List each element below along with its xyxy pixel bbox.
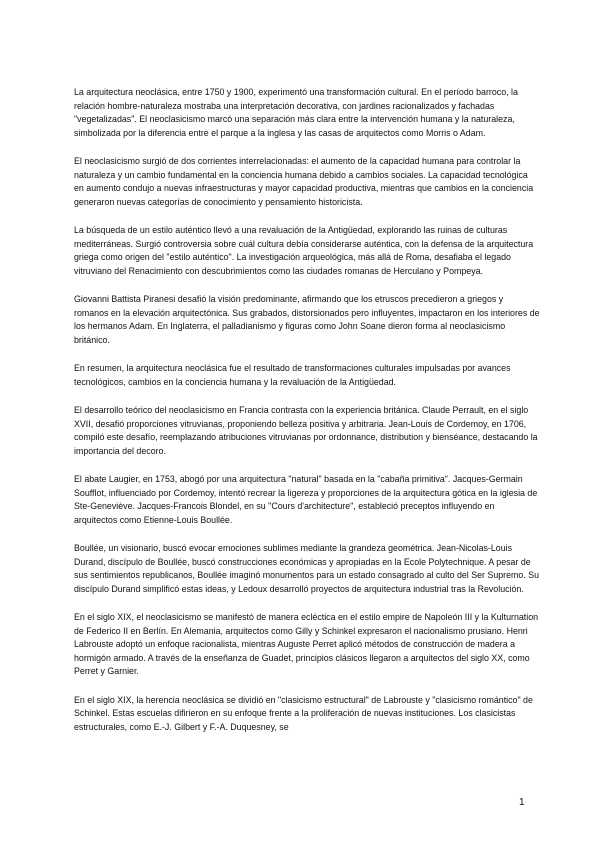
document-page <box>74 86 540 749</box>
paragraph-2: El neoclasicismo surgió de dos corrientes interrelacionadas: el aumento de la capacidad humana para controlar la naturaleza y un cambio fundamental en la conciencia humana debido a cambios sociales. La capacidad tecnológica en aumento condujo a nuevas infraestructuras y mayor capacidad productiva, mientras que cambios en la conciencia generaron nuevas categorías de conocimiento y pensamiento historicista. <box>74 156 534 207</box>
paragraph-5: En resumen, la arquitectura neoclásica fue el resultado de transformaciones culturales impulsadas por avances tecnológicos, cambios en la conciencia humana y la revaluación de la Antigüedad. <box>74 363 511 387</box>
paragraph-6: El desarrollo teórico del neoclasicismo en Francia contrasta con la experiencia británica. Claude Perrault, en el siglo XVII, desafió proporciones vitruvianas, proponiendo belleza positiva y arbitraria. Jean-Louis de Cordemoy, en 1706, compiló este desafío, reemplazando atribuciones vitruvianas por ordonnance, distribution y bienséance, destacando la importancia del decoro. <box>74 405 538 456</box>
paragraph-3: La búsqueda de un estilo auténtico llevó a una revaluación de la Antigüedad, explorando las ruinas de culturas mediterráneas. Surgió controversia sobre cuál cultura debía considerarse auténtica, con la defensa de la arquitectura griega como origen del "estilo auténtico". La investigación arqueológica, más allá de Roma, desafiaba el legado vitruviano del Renacimiento con descubrimientos como las ciudades romanas de Herculano y Pompeya. <box>74 225 534 276</box>
paragraph-8: Boullée, un visionario, buscó evocar emociones sublimes mediante la grandeza geométrica. Jean-Nicolas-Louis Durand, discípulo de Boullée, buscó construcciones económicas y apropiadas en la Ecole Polytechnique. A pesar de sus sentimientos republicanos, Boullée imaginó monumentos para un estado consagrado al culto del Ser Supremo. Su discípulo Durand simplificó estas ideas, y Ledoux desarrolló proyectos de arquitectura industrial tras la Revolución. <box>74 543 540 594</box>
page-number: 1 <box>519 797 525 808</box>
paragraph-4: Giovanni Battista Piranesi desafió la visión predominante, afirmando que los etruscos precedieron a griegos y romanos en la elevación arquitectónica. Sus grabados, distorsionados pero influyentes, impactaron en los interiores de los hermanos Adam. En Inglaterra, el palladianismo y figuras como John Soane dieron forma al neoclasicismo británico. <box>74 294 540 345</box>
paragraph-9: En el siglo XIX, el neoclasicismo se manifestó de manera ecléctica en el estilo empire de Napoleón III y la Kulturnation de Federico II en Berlín. En Alemania, arquitectos como Gilly y Schinkel expresaron el nacionalismo prusiano. Henri Labrouste adoptó un enfoque racionalista, mientras Auguste Perret aplicó métodos de construcción de madera a hormigón armado. A través de la enseñanza de Guadet, principios clásicos llegaron a arquitectos del siglo XX, como Perret y Garnier. <box>74 612 539 676</box>
paragraph-10: En el siglo XIX, la herencia neoclásica se dividió en "clasicismo estructural" de Labrouste y "clasicismo romántico" de Schinkel. Estas escuelas difirieron en su enfoque frente a la proliferación de nuevas instituciones. Los clasicistas estructurales, como E.-J. Gilbert y F.-A. Duquesney, se <box>74 694 533 732</box>
paragraph-7: El abate Laugier, en 1753, abogó por una arquitectura "natural" basada en la "cabaña primitiva". Jacques-Germain Soufflot, influenciado por Cordemoy, intentó recrear la ligereza y proporciones de la arquitectura gótica en la iglesia de Ste-Geneviève. Jacques-Francois Blondel, en su "Cours d'architecture", estableció preceptos influyendo en arquitectos como Etienne-Louis Boullée. <box>74 474 538 525</box>
paragraph-1: La arquitectura neoclásica, entre 1750 y 1900, experimentó una transformación cultural. En el período barroco, la relación hombre-naturaleza mostraba una interpretación decorativa, con jardines racionalizados y fachadas "vegetalizadas". El neoclasicismo marcó una separación más clara entre la intervención humana y la naturaleza, simbolizada por la diferencia entre el parque a la inglesa y las casas de arquitectos como Morris o Adam. <box>74 87 518 138</box>
